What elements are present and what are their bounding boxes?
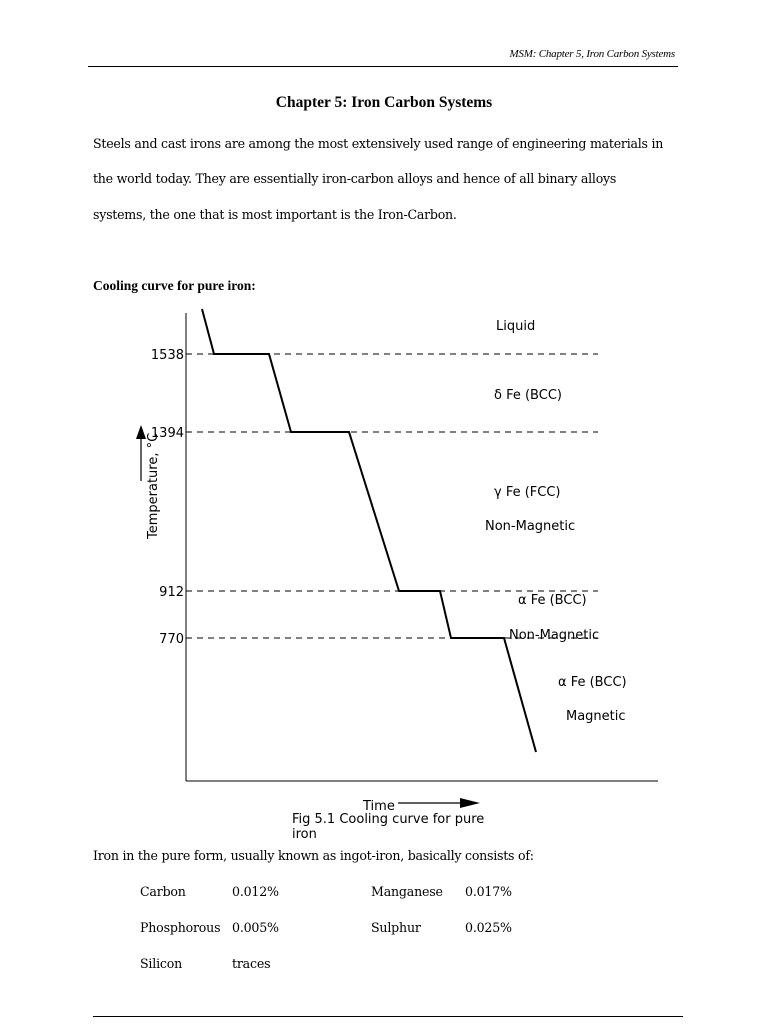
intro-line-3: systems, the one that is most important is the Iron-Carbon. — [93, 207, 457, 222]
y-axis-arrowhead — [136, 425, 146, 439]
tick-912: 912 — [159, 585, 184, 600]
region-alpha-nonmagnetic-magnetism: Non-Magnetic — [509, 628, 600, 643]
intro-line-2: the world today. They are essentially iron-carbon alloys and hence of all binary alloys — [93, 171, 617, 186]
footer-rule — [93, 1016, 683, 1017]
region-liquid: Liquid — [496, 319, 536, 334]
tick-1394: 1394 — [150, 426, 184, 441]
running-header: MSM: Chapter 5, Iron Carbon Systems — [509, 48, 675, 60]
silicon-label: Silicon — [140, 956, 183, 971]
region-gamma: γ Fe (FCC) — [494, 485, 561, 500]
header-rule — [88, 66, 678, 67]
phosphorous-value: 0.005% — [232, 920, 279, 935]
cooling-curve-figure — [130, 303, 670, 823]
region-alpha-magnetic-magnetism: Magnetic — [566, 709, 626, 724]
intro-line-1: Steels and cast irons are among the most extensively used range of engineering materials in — [93, 136, 664, 151]
silicon-value: traces — [232, 956, 271, 971]
figure-caption-line-1: Fig 5.1 Cooling curve for pure — [292, 812, 485, 827]
manganese-label: Manganese — [371, 884, 443, 899]
composition-intro: Iron in the pure form, usually known as ingot-iron, basically consists of: — [93, 848, 534, 863]
tick-1538: 1538 — [150, 348, 184, 363]
x-axis-label: Time — [363, 799, 395, 814]
tick-770: 770 — [159, 632, 184, 647]
carbon-value: 0.012% — [232, 884, 279, 899]
region-alpha-magnetic: α Fe (BCC) — [558, 675, 627, 690]
region-gamma-magnetism: Non-Magnetic — [485, 519, 576, 534]
chapter-title: Chapter 5: Iron Carbon Systems — [275, 94, 493, 111]
manganese-value: 0.017% — [465, 884, 512, 899]
sulphur-label: Sulphur — [371, 920, 421, 935]
sulphur-value: 0.025% — [465, 920, 512, 935]
y-axis-label: Temperature, °C — [146, 432, 161, 539]
figure-caption — [292, 812, 517, 842]
region-delta: δ Fe (BCC) — [494, 388, 562, 403]
phosphorous-label: Phosphorous — [140, 920, 221, 935]
figure-caption-line-2: iron — [292, 827, 317, 842]
section-heading: Cooling curve for pure iron: — [93, 278, 256, 293]
region-alpha-nonmagnetic: α Fe (BCC) — [518, 593, 587, 608]
x-axis-arrowhead — [460, 798, 480, 808]
carbon-label: Carbon — [140, 884, 186, 899]
